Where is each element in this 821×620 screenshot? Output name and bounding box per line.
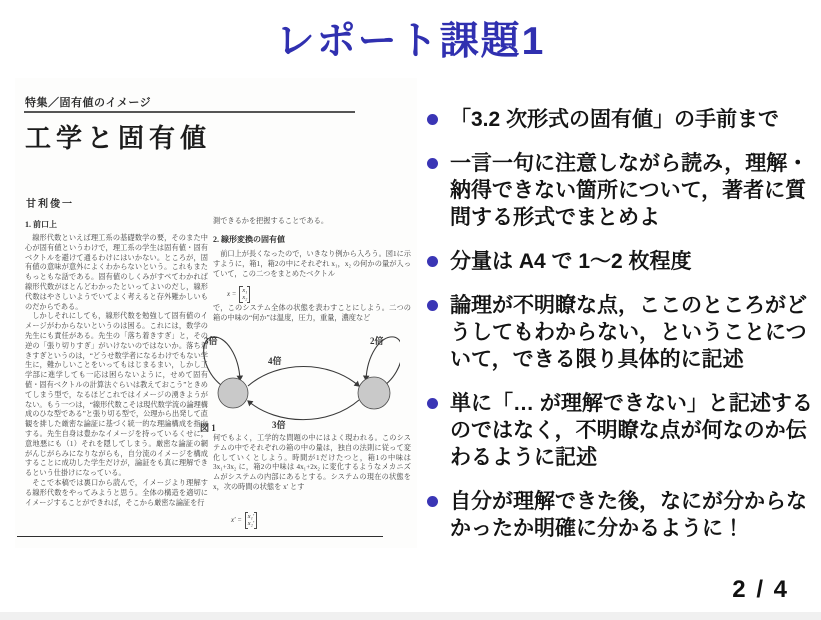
next-state-vector-formula [231, 512, 257, 529]
article-paragraph: で，このシステム全体の状態を表わすことにしよう。二つの箱の中味の“何か”は温度，圧力，重量，濃度など [213, 304, 411, 322]
bullet-icon [427, 114, 438, 125]
top-arrow-label: 4倍 [268, 356, 282, 366]
article-footer-rule [17, 536, 383, 537]
bullet-text: 自分が理解できた後，なにが分からなかったか明確に分かるように！ [450, 490, 807, 540]
section1-heading: 1. 前口上 [25, 220, 57, 229]
list-item [427, 248, 815, 275]
bullet-text: 単に「… が理解できない」と記述するのではなく，不明瞭な点が何なのか伝わるように記述 [450, 392, 813, 469]
box1-to-box2-arrow [248, 367, 359, 387]
vector-entry: x₂′ [247, 520, 255, 528]
box2-to-box1-arrow [248, 400, 359, 420]
bullet-text: 分量は A4 で 1～2 枚程度 [450, 250, 692, 273]
article-kicker: 特集／固有値のイメージ [25, 97, 152, 109]
list-item [427, 292, 815, 373]
list-item [427, 106, 815, 133]
list-item [427, 390, 815, 471]
state-vector-formula [227, 286, 250, 303]
vector-entry: x₁′ [247, 513, 255, 520]
list-item [427, 488, 815, 542]
vector-entry: x₁ [242, 287, 248, 294]
vector-entry: x₂ [242, 294, 248, 302]
page-number: 2 / 4 [732, 576, 789, 603]
article-paragraph: 何でもよく，工学的な問題の中にはよく現われる。このシステムの中でそれぞれの箱の中の量は，独自の法則に従って変化していくとしよう。時間が1だけたつと，箱1の中味は 3x₁+3x₂ に，箱2の中味は 4x₁+2x₂ に変化するようなメカニズムがシステムの内部にあるとする。システムの現在の状態を x，次の時間の状態を x′ とす [213, 434, 411, 491]
figure-caption: 図 1 [200, 423, 216, 433]
kicker-rule-divider [24, 111, 355, 113]
column-vector [239, 286, 250, 303]
bullet-icon [427, 256, 438, 267]
formula-lhs: x = [227, 290, 237, 298]
viewer-bottom-edge [0, 612, 821, 620]
formula-lhs: x′ = [231, 516, 242, 524]
article-paragraph: しかしそれにしても，線形代数を勉強して固有値のイメージがわからないというのは困る。これには，数学の先生にも責任がある。先生の「落ち着きすぎ」と，その逆の「張り切りすぎ」がいけないのではないか。落ち着きすぎというのは，“どうせ数学者になるわけでもない学生に，難かしいことをいってもはじまるまい，しかし工学部に進学しても一応は困らないように，せめて固有値・固有ベクトルの計算法ぐらいは教えておこう”ときめてしまう型で，なるほどこれではイメージの湧きようがない。もう一つは，“線形代数こそは現代数学流の論理構成のひな型である”と張り切る型で，公理から出発して直観を排した厳密な論証に基づく統一的な理論構成を指向する。先生自身は豊かなイメージを持っているくせに，意地悪にも（1）それを隠してしまう。厳密な論証の網がんじがらみになりながらも，自分流のイメージを構成することに成功した学生だけが，論証をも真に理解できるという仕掛けになっている。 [25, 312, 208, 478]
bullet-icon [427, 398, 438, 409]
bottom-arrow-label: 3倍 [272, 420, 286, 430]
article-paragraph: そこで本稿では裏口から読んで，イメージより理解する線形代数をやってみようと思う。全体の構造を適切にイメージすることができれば，そこから厳密な論証を行 [25, 478, 208, 507]
box1-node [218, 378, 248, 408]
scanned-article [15, 78, 417, 548]
article-right-top-line: 測できるかを把握することである。 [213, 217, 329, 225]
article-left-column [25, 219, 208, 508]
bullet-text: 「3.2 次形式の固有値」の手前まで [450, 108, 780, 131]
bullet-text: 一言一句に注意しながら読み，理解・納得できない箇所について，著者に質問する形式でまとめよ [450, 152, 809, 229]
article-author: 甘利俊一 [26, 199, 74, 210]
bullet-icon [427, 496, 438, 507]
right-loop-label: 2倍 [370, 336, 384, 346]
article-paragraph: 線形代数といえば理工系の基礎数学の要，そのまた中心が固有値というわけで，理工系の学生は固有値・固有ベクトルを避けて通るわけにはいかない。ところが，固有値の意味が意外によくわからないという。これもまたもっともな話である。固有値のしくみがすべてわかれば線形代数がほとんどわかったといってよいのだし，線形代数はやさしいようでいてよく考えると存外難かしいものだからである。 [25, 234, 208, 311]
bullet-list [427, 106, 815, 559]
bullet-text: 論理が不明瞭な点，ここのところがどうしてもわからない，ということについて，できる限り具体的に記述 [450, 294, 807, 371]
article-title: 工学と固有値 [25, 124, 212, 153]
bullet-icon [427, 158, 438, 169]
left-loop-label: 3倍 [204, 336, 218, 346]
slide-title: レポート課題1 [275, 20, 546, 63]
section2-heading: 2. 線形変換の固有値 [213, 235, 285, 244]
list-item [427, 150, 815, 231]
box2-node [358, 377, 390, 409]
column-vector [245, 512, 257, 529]
bullet-icon [427, 300, 438, 311]
figure1-diagram [198, 328, 400, 436]
article-paragraph: 前口上が長くなったので，いきなり例から入ろう。図1に示すように，箱1，箱2の中にそれぞれ x₁，x₂ の何かの量が入っていて，この二つをまとめたベクトル [213, 250, 411, 278]
